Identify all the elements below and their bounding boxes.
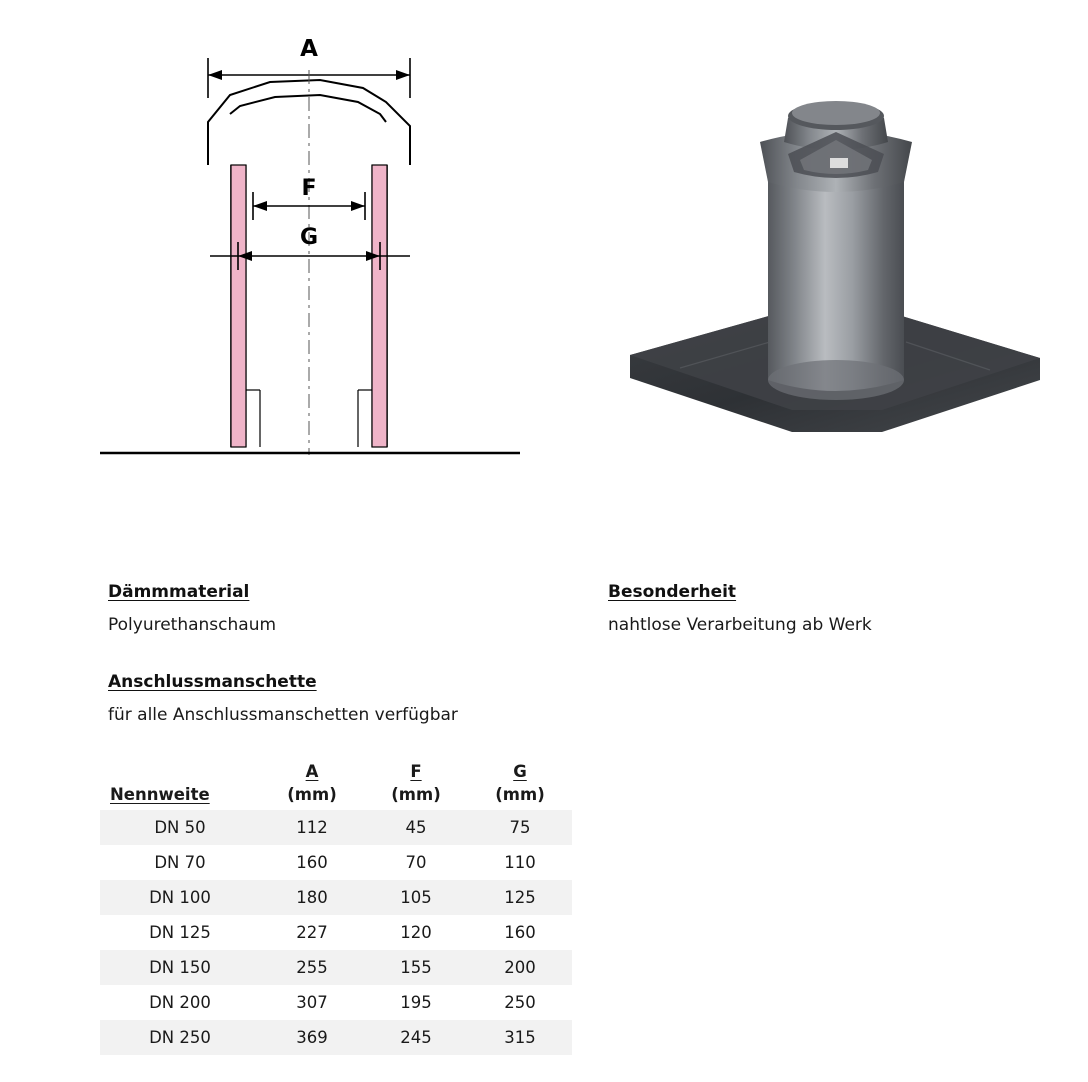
table-cell-a: 160 — [296, 853, 328, 872]
table-body — [100, 810, 572, 1055]
table-cell-g: 160 — [504, 923, 536, 942]
column-header-a — [260, 752, 364, 810]
table-cell-f: 45 — [405, 818, 427, 837]
table-cell-name: DN 125 — [149, 923, 211, 942]
table-cell-name: DN 250 — [149, 1028, 211, 1047]
table-cell-name: DN 50 — [154, 818, 206, 837]
column-header-a-symbol: A — [305, 762, 319, 782]
product-photo — [620, 80, 1050, 460]
table-cell-name: DN 150 — [149, 958, 211, 977]
column-header-nennweite: Nennweite — [110, 784, 210, 804]
insulation-right — [372, 165, 387, 447]
table-row — [100, 950, 572, 985]
table-cell-a: 112 — [296, 818, 328, 837]
table-cell-name: DN 100 — [149, 888, 211, 907]
insulation-left — [231, 165, 246, 447]
table-cell-a: 227 — [296, 923, 328, 942]
table-cell-f: 120 — [400, 923, 432, 942]
table-cell-g: 250 — [504, 993, 536, 1012]
info-text-besonderheit: nahtlose Verarbeitung ab Werk — [608, 614, 872, 635]
table-cell-f: 70 — [405, 853, 427, 872]
table-cell-a: 255 — [296, 958, 328, 977]
table-row — [100, 915, 572, 950]
dimension-label-f: F — [301, 176, 317, 201]
info-block-besonderheit — [608, 580, 1048, 638]
info-block-anschlussmanschette — [108, 670, 578, 728]
technical-drawing-svg — [80, 10, 560, 480]
illustration-area — [0, 0, 1088, 520]
column-header-g-symbol: G — [513, 762, 527, 782]
product-photo-svg — [620, 80, 1050, 460]
table-row — [100, 1020, 572, 1055]
table-header-row — [100, 752, 572, 810]
column-header-f-symbol: F — [410, 762, 422, 782]
info-text-anschlussmanschette: für alle Anschlussmanschetten verfügbar — [108, 704, 458, 725]
column-header-a-unit: (mm) — [287, 784, 337, 804]
info-heading-daemmmaterial: Dämmmaterial — [108, 582, 250, 602]
table-cell-g: 125 — [504, 888, 536, 907]
table-cell-f: 105 — [400, 888, 432, 907]
info-heading-besonderheit: Besonderheit — [608, 582, 737, 602]
table-cell-a: 369 — [296, 1028, 328, 1047]
dimension-label-a: A — [300, 36, 318, 62]
info-text-daemmmaterial: Polyurethanschaum — [108, 614, 277, 635]
table-row — [100, 810, 572, 845]
column-header-f — [364, 752, 468, 810]
table-cell-f: 195 — [400, 993, 432, 1012]
photo-label — [830, 158, 848, 168]
photo-pipe — [768, 160, 904, 391]
column-header-g-unit: (mm) — [495, 784, 545, 804]
table-cell-g: 315 — [504, 1028, 536, 1047]
table-cell-g: 75 — [509, 818, 531, 837]
table-cell-a: 307 — [296, 993, 328, 1012]
table-row — [100, 845, 572, 880]
table-row — [100, 985, 572, 1020]
table-cell-f: 245 — [400, 1028, 432, 1047]
table-cell-name: DN 70 — [154, 853, 206, 872]
dimension-label-g: G — [299, 225, 319, 250]
column-header-g — [468, 752, 572, 810]
info-heading-anschlussmanschette: Anschlussmanschette — [108, 672, 317, 692]
table-cell-f: 155 — [400, 958, 432, 977]
table-cell-g: 110 — [504, 853, 536, 872]
table-cell-a: 180 — [296, 888, 328, 907]
table-cell-g: 200 — [504, 958, 536, 977]
dimensions-table — [100, 752, 572, 1055]
table-row — [100, 880, 572, 915]
technical-drawing — [80, 10, 560, 480]
table-cell-name: DN 200 — [149, 993, 211, 1012]
column-header-f-unit: (mm) — [391, 784, 441, 804]
info-block-daemmmaterial — [108, 580, 578, 638]
